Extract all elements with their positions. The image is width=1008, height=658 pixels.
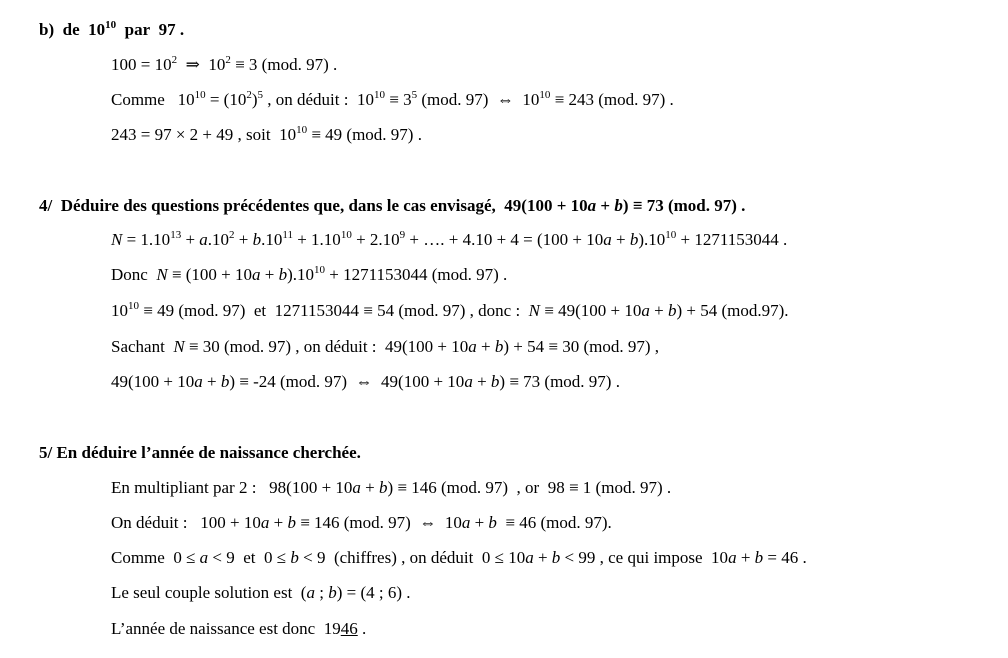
text-line: 243 = 97 × 2 + 49 , soit $10^{10} \equiv 49$ (mod. 97) . [111, 124, 422, 144]
text-line: Donc $N \equiv (100 + 10a + b).10^{10} + 1271153044$ (mod. 97) . [111, 264, 508, 284]
text-line: Le seul couple solution est (a ; b) = (4 ; 6) . [111, 583, 411, 602]
question-heading-5: 5/ En déduire l’année de naissance cherchée. [39, 443, 361, 462]
text-line: Comme $10^{10} = (10^2)^5$ , on déduit : $10^{10} \equiv 3^5$ (mod. 97) ⇔ $10^{10} \equiv 243$ (mod. 97) . [111, 89, 674, 109]
text-line: 49(100 + 10a + b) ≡ -24 (mod. 97) ⇔ 49(100 + 10a + b) ≡ 73 (mod. 97) . [111, 372, 620, 391]
text-line: En multipliant par 2 : 98(100 + 10a + b) ≡ 146 (mod. 97) , or 98 ≡ 1 (mod. 97) . [111, 478, 672, 497]
text-line: $100 = 10^2$ ⇒ $10^2 \equiv 3$ (mod. 97) . [111, 54, 338, 74]
text-line: Sachant N ≡ 30 (mod. 97) , on déduit : 49(100 + 10a + b) + 54 ≡ 30 (mod. 97) , [111, 337, 660, 356]
question-heading-4: 4/ Déduire des questions précédentes que, dans le cas envisagé, 49(100 + 10a + b) ≡ 73 (mod. 97) . [39, 196, 746, 215]
final-answer-line: L’année de naissance est donc 1946 . [111, 619, 367, 638]
text-line: Comme 0 ≤ a < 9 et 0 ≤ b < 9 (chiffres) , on déduit 0 ≤ 10a + b < 99 , ce qui impose 10a + b = 46 . [111, 548, 807, 567]
text-line: $N = 1.10^{13} + a.10^2 + b.10^{11} + 1.10^{10} + 2.10^9$ + …. + $4.10 + 4 = (100 + 10a + b).10^{10} + 1271153044$ . [111, 229, 788, 249]
text-line: On déduit : 100 + 10a + b ≡ 146 (mod. 97) ⇔ 10a + b ≡ 46 (mod. 97). [111, 513, 612, 532]
section-heading-b: b) de $10^{10}$ par 97 . [39, 19, 185, 39]
text-line: $10^{10} \equiv 49$ (mod. 97) et 1271153044 ≡ 54 (mod. 97) , donc : N ≡ 49(100 + 10a + b) + 54 (mod.97). [111, 300, 789, 320]
